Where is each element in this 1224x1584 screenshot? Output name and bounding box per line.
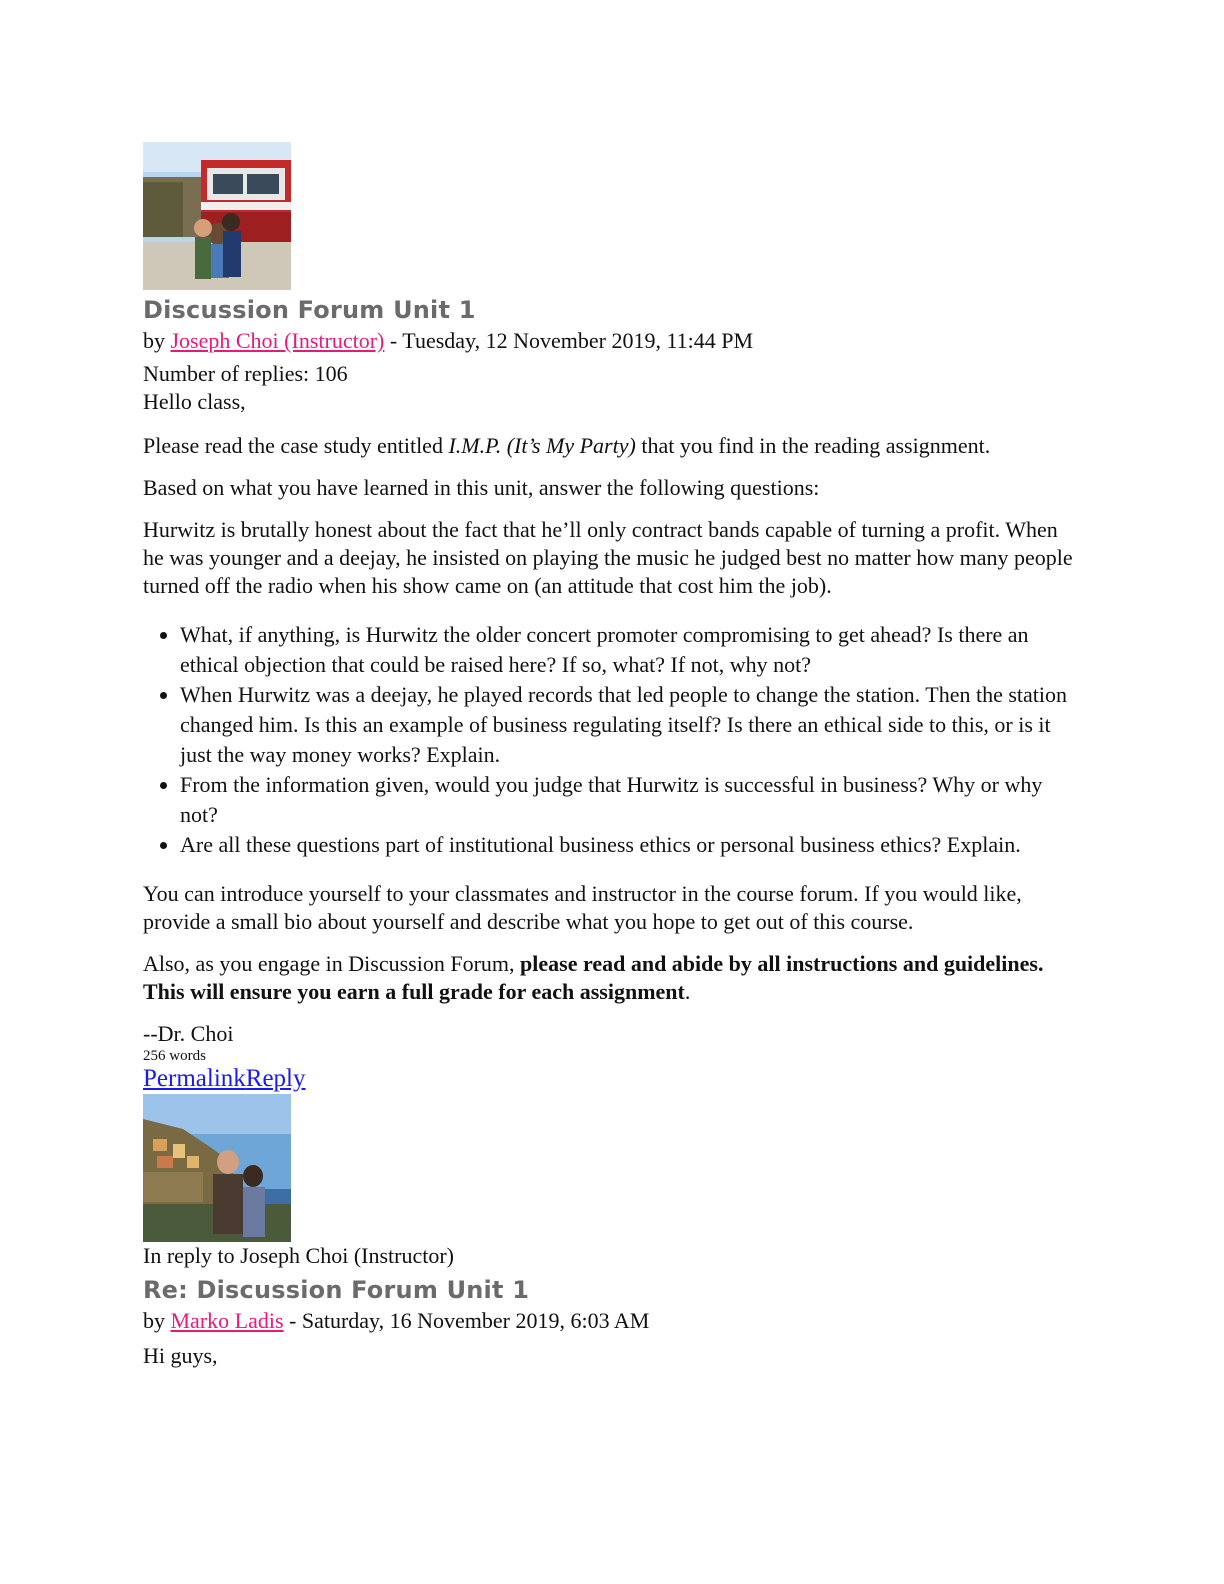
signature: --Dr. Choi — [143, 1021, 234, 1046]
author-link[interactable]: Marko Ladis — [170, 1308, 284, 1333]
context-paragraph: Hurwitz is brutally honest about the fact that he’ll only contract bands capable of turning a profit. When he was younger and a deejay, he insisted on playing the music he judged best no matter how many people turned off the radio when his show came on (an attitude that cost him the job). — [143, 517, 1073, 598]
reply-date: - Saturday, 16 November 2019, 6:03 AM — [283, 1308, 650, 1333]
by-prefix: by — [143, 1308, 171, 1333]
text-span: . — [684, 979, 691, 1004]
guidelines-paragraph — [143, 950, 1073, 1006]
by-prefix: by — [143, 328, 171, 353]
list-item: • When Hurwitz was a deejay, he played records that led people to change the station. Then the station changed him. Is this an example of business regulating itself? Is there an ethical side to this, or is it just the way money works? Explain. — [180, 680, 1073, 770]
text-span: Please read the case study entitled — [143, 433, 449, 458]
reply-byline — [143, 1306, 1073, 1336]
post-title: Discussion Forum Unit 1 — [143, 296, 476, 324]
word-count: 256 words — [143, 1048, 206, 1064]
text-span: that you find in the reading assignment. — [635, 433, 991, 458]
permalink-link[interactable]: Permalink — [143, 1065, 246, 1092]
intro-paragraph: You can introduce yourself to your classmates and instructor in the course forum. If you would like, provide a small bio about yourself and describe what you hope to get out of this course. — [143, 881, 1022, 934]
reply-count: Number of replies: 106 — [143, 361, 348, 386]
greeting: Hello class, — [143, 389, 246, 414]
student-photo-icon — [143, 1094, 291, 1242]
reply-avatar[interactable] — [143, 1094, 291, 1242]
case-study-title: I.M.P. (It’s My Party) — [448, 433, 636, 458]
list-item: • What, if anything, is Hurwitz the older concert promoter compromising to get ahead? Is there an ethical objection that could be raised here? If so, what? If not, why not? — [180, 620, 1073, 680]
post-date: - Tuesday, 12 November 2019, 11:44 PM — [384, 328, 754, 353]
author-link[interactable]: Joseph Choi (Instructor) — [170, 328, 385, 353]
guidelines-emphasis: please read and abide by all instructions and guidelines. This will ensure you earn a full grade for each assignment — [143, 951, 1044, 1004]
reply-greeting: Hi guys, — [143, 1343, 218, 1368]
post-byline — [143, 326, 1073, 356]
instructor-avatar[interactable] — [143, 142, 291, 290]
instructor-photo-icon — [143, 142, 291, 290]
reply-title: Re: Discussion Forum Unit 1 — [143, 1276, 530, 1304]
list-item: • From the information given, would you judge that Hurwitz is successful in business? Why or why not? — [180, 770, 1073, 830]
instruction-paragraph: Based on what you have learned in this unit, answer the following questions: — [143, 475, 820, 500]
post-actions — [143, 1064, 1073, 1094]
question-list — [143, 620, 1073, 860]
text-span: Also, as you engage in Discussion Forum, — [143, 951, 521, 976]
reply-link[interactable]: Reply — [245, 1065, 306, 1092]
forum-thread — [143, 142, 1073, 1370]
case-study-paragraph — [143, 432, 1073, 460]
in-reply-to: In reply to Joseph Choi (Instructor) — [143, 1243, 454, 1268]
list-item: • Are all these questions part of institutional business ethics or personal business ethics? Explain. — [180, 830, 1073, 860]
